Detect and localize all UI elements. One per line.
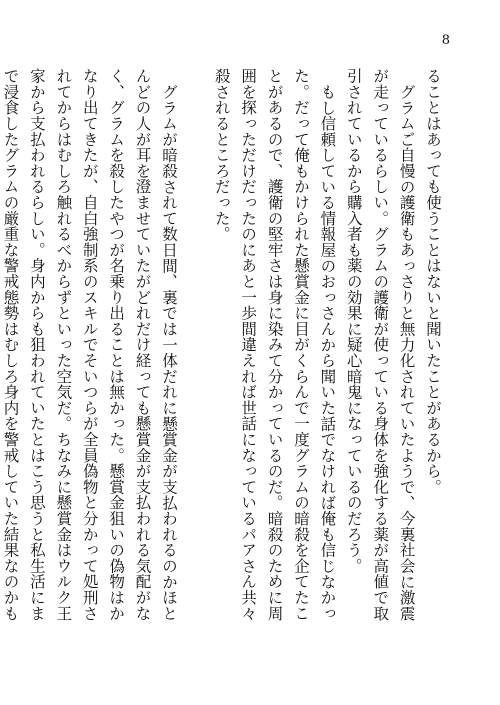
body-text xyxy=(0,68,446,633)
section-gap xyxy=(182,68,208,633)
paragraph-1: ることはあっても使うことはないと聞いたことがあるから。 xyxy=(424,68,442,495)
paragraph-4: グラムが暗殺されて数日間、裏では一体だれに懸賞金が支払われるのかほとんどの人が耳を澄ませていたがどれだけ経っても懸賞金が支払われる気配がなく、グラムを殺したやつが名乗り出ることは無かった。懸賞金狙いの偽物はかなり出てきたが、自白強制系のスキルでそいつらが全員偽物と分かって処刑されてからはむしろ触れるべからずといった空気だ。ちなみに懸賞金はウルク王家から支払われるらしい。身内からも狙われていたとはこう思うと私生活にまで浸食したグラムの厳重な警戒態勢はむしろ身内を警戒していた結果なのかも xyxy=(1,68,178,622)
paragraph-2: グラムご自慢の護衛もあっさりと無力化されていたようで、今裏社会に激震が走っているらしい。グラムの護衛が使っている身体を強化する薬が高値で取引されているから購入者も薬の効果に疑心暗鬼になっているのだろう。 xyxy=(344,68,416,622)
page-number: 8 xyxy=(441,33,450,48)
paragraph-3: もし信頼している情報屋のおっさんから聞いた話でなければ俺も信じなかった。だって俺もかけられた懸賞金に目がくらんで一度グラムの暗殺を企てたことがあるので、護衛の堅牢さは身に染みて分かっているのだ。暗殺のために周囲を探っただけだったのにあと一歩間違えれば世話になっているパアさん共々殺されるところだった。 xyxy=(212,68,337,622)
